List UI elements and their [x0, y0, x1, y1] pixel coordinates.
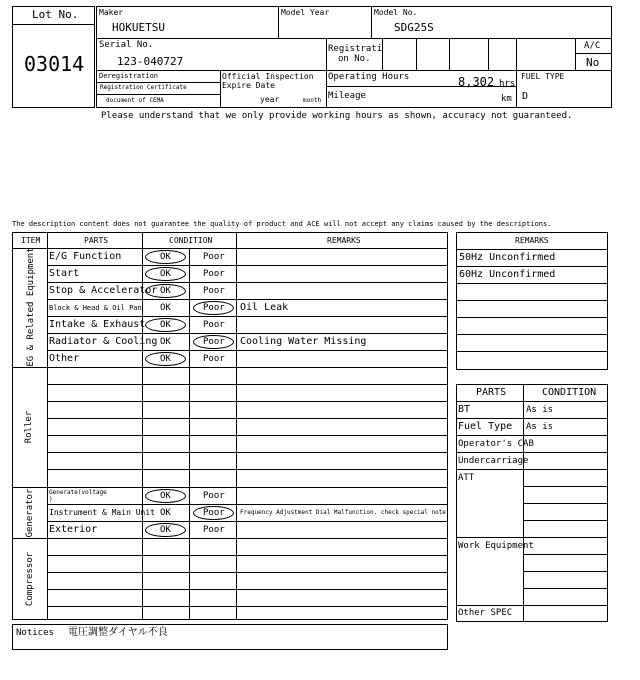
eg-poor-2: Poor [203, 286, 225, 296]
group-roller-label: Roller [24, 410, 34, 444]
group-compressor-label: Compressor [25, 551, 35, 607]
fuel-type-value: D [522, 91, 529, 102]
right-part-0: BT [458, 404, 471, 415]
eg-row-part-2: Stop & Accelerator [49, 285, 158, 296]
fuel-type-label: FUEL TYPE [521, 72, 565, 81]
km-label: km [501, 94, 512, 104]
eg-poor-5: Poor [203, 337, 225, 347]
lot-no-label: Lot No. [32, 8, 79, 21]
notices-label: Notices [16, 628, 54, 638]
gen-ok-2: OK [160, 525, 171, 535]
serial-no-label: Serial No. [99, 40, 154, 50]
registration-label: Registrati [328, 44, 383, 54]
operating-hours-value: 8,302 [458, 75, 495, 89]
eg-ok-2: OK [160, 286, 171, 296]
eg-row-part-6: Other [49, 353, 80, 364]
eg-poor-6: Poor [203, 354, 225, 364]
mileage-label: Mileage [328, 91, 366, 101]
eg-ok-circle-2 [145, 284, 186, 298]
cema-label: document of CEMA [106, 97, 164, 104]
gen-ok-1: OK [160, 508, 171, 518]
eg-ok-1: OK [160, 269, 171, 279]
eg-ok-5: OK [160, 337, 171, 347]
inspection-label: Official Inspection [222, 72, 314, 81]
serial-no-value: 123-040727 [117, 55, 184, 68]
right-condition-1: As is [526, 422, 554, 432]
eg-poor-circle-3 [193, 301, 234, 315]
right-condition-header: CONDITION [542, 387, 597, 398]
group-eg-label: EG & Related Equipment [26, 247, 36, 367]
right-part-1: Fuel Type [458, 421, 513, 432]
eg-poor-3: Poor [203, 303, 225, 313]
eg-poor-1: Poor [203, 269, 225, 279]
operating-hours-label: Operating Hours [328, 72, 410, 82]
right-part-5: Work Equipment [458, 541, 534, 551]
eg-row-part-0: E/G Function [49, 251, 122, 262]
gen-row-part-2: Exterior [49, 524, 98, 535]
eg-ok-circle-1 [145, 267, 186, 281]
eg-ok-circle-6 [145, 352, 186, 366]
eg-row-part-5: Radiator & Cooling [49, 336, 158, 347]
gen-row-part-1: Instrument & Main Unit [49, 508, 155, 517]
right-part-6: Other SPEC [458, 608, 513, 618]
eg-ok-6: OK [160, 354, 171, 364]
gen-row-part-0: Generate(voltage [49, 489, 107, 496]
col-parts-header: PARTS [84, 236, 109, 245]
inspection-label-2: Expire Date [222, 81, 275, 90]
gen-poor-circle-1 [193, 506, 234, 520]
model-no-value: SDG25S [394, 21, 434, 34]
model-year-label: Model Year [281, 8, 330, 17]
month-label: month [303, 97, 322, 104]
right-remark-1: 60Hz Unconfirmed [459, 269, 556, 280]
eg-row-part-3: Block & Head & Oil Pan [49, 304, 142, 312]
maker-label: Maker [99, 8, 124, 17]
ac-value: No [586, 56, 600, 69]
col-remarks-header: REMARKS [327, 236, 361, 245]
eg-ok-4: OK [160, 320, 171, 330]
gen-ok-circle-2 [145, 523, 186, 537]
eg-poor-circle-5 [193, 335, 234, 349]
right-part-3: Undercarriage [458, 456, 529, 466]
gen-ok-circle-0 [145, 489, 186, 503]
gen-poor-2: Poor [203, 525, 225, 535]
notices-text: 電圧調整ダイヤル不良 [68, 627, 168, 638]
gen-ok-0: OK [160, 491, 171, 501]
lot-no-value: 03014 [24, 52, 85, 76]
eg-row-part-4: Intake & Exhaust [49, 319, 146, 330]
gen-poor-1: Poor [203, 508, 225, 518]
gen-row-remark-1: Frequency Adjustment Dial Malfunction. check special note [240, 509, 446, 516]
ac-label: A/C [584, 41, 601, 51]
eg-ok-circle-0 [145, 250, 186, 264]
eg-poor-4: Poor [203, 320, 225, 330]
col-condition-header: CONDITION [169, 236, 213, 245]
right-remark-0: 50Hz Unconfirmed [459, 252, 556, 263]
eg-row-remark-3: Oil Leak [240, 302, 289, 313]
description-notice: The description content does not guarantee the quality of product and ACE will not accept any claims caused by the descriptions. [12, 220, 552, 228]
year-label: year [260, 95, 280, 104]
right-parts-header: PARTS [476, 387, 507, 398]
col-item-header: ITEM [21, 236, 41, 245]
eg-ok-circle-4 [145, 318, 186, 332]
eg-poor-0: Poor [203, 252, 225, 262]
right-part-2: Operator's CAB [458, 439, 534, 449]
eg-row-part-1: Start [49, 268, 80, 279]
disclaimer-text: Please understand that we only provide working hours as shown, accuracy not guaranteed. [101, 111, 573, 121]
eg-ok-0: OK [160, 252, 171, 262]
group-generator-label: Generator [25, 488, 35, 538]
model-no-label: Model No. [374, 8, 418, 17]
eg-ok-3: OK [160, 303, 171, 313]
eg-row-remark-5: Cooling Water Missing [240, 336, 367, 347]
right-condition-0: As is [526, 405, 554, 415]
hrs-label: hrs [499, 79, 516, 89]
gen-row-part-0b: ) [49, 496, 53, 503]
right-remarks-title: REMARKS [515, 236, 549, 245]
deregistration-label: Deregistration [99, 72, 159, 80]
right-part-4: ATT [458, 473, 475, 483]
maker-value: HOKUETSU [112, 21, 165, 34]
registration-label-2: on No. [338, 54, 371, 64]
gen-poor-0: Poor [203, 491, 225, 501]
registration-certificate-label: Registration Certificate [100, 84, 187, 91]
